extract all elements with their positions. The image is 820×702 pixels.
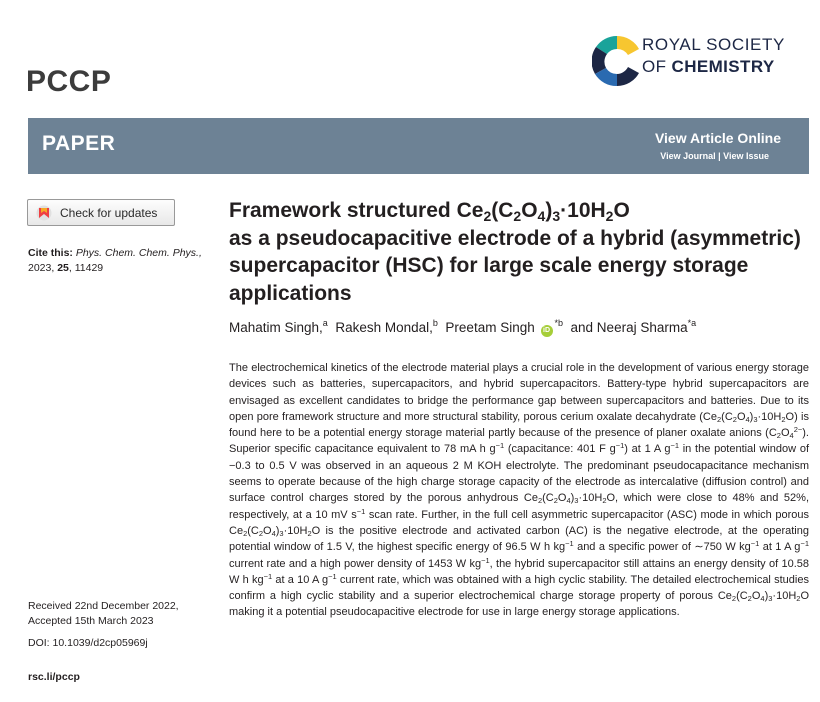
- title-formula-part: 4: [537, 208, 546, 224]
- journal-name: PCCP: [26, 65, 112, 98]
- author-list: [229, 320, 696, 337]
- view-article-online-link[interactable]: View Article Online: [654, 130, 781, 146]
- view-journal-link[interactable]: View Journal: [660, 151, 716, 161]
- received-dates: [28, 599, 228, 629]
- title-formula-part: (C: [491, 199, 514, 222]
- cite-year: 2023,: [28, 262, 55, 274]
- article-title: [229, 197, 809, 307]
- title-formula-part: ·10H: [560, 199, 606, 222]
- check-for-updates-button[interactable]: [27, 199, 175, 226]
- title-rest: as a pseudocapacitive electrode of a hybrid (asymmetric) supercapacitor (HSC) for large scale energy storage applications: [229, 226, 801, 305]
- author[interactable]: Rakesh Mondal,$^b$: [335, 318, 438, 335]
- cite-volume: 25: [57, 262, 69, 274]
- publisher-line1: ROYAL SOCIETY: [642, 35, 785, 54]
- cite-page: , 11429: [68, 262, 104, 274]
- doi[interactable]: DOI: 10.1039/d2cp05969j: [28, 637, 148, 649]
- article-type-banner: [28, 118, 809, 174]
- author[interactable]: Preetam Singh $iD^{*b}$: [445, 318, 564, 335]
- title-formula-part: O: [521, 199, 538, 222]
- title-formula-part: 2: [513, 208, 522, 224]
- title-formula-part: ): [545, 199, 553, 222]
- rsc-logo-icon: [592, 30, 642, 92]
- view-links: [660, 151, 769, 161]
- crossmark-icon: [36, 205, 52, 221]
- received-date: Received 22nd December 2022,: [28, 600, 179, 612]
- accepted-date: Accepted 15th March 2023: [28, 615, 154, 627]
- abstract-text: The electrochemical kinetics of the electrode material plays a crucial role in the development of various energy storage devices such as batteries, supercapacitors, and hybrid supercapacitors. Battery-type hybrid supercapacitors are envisaged as excellent candidates to bridge the performance gap between supercapacitors and batteries. Due to its open pore framework structure and more structural stability, porous cerium oxalate decahydrate $(Ce_2(C_2O_4)_3\cdot 10H_2O)$ is found here to be a potential energy storage material partly because of the presence of planer oxalate anions $(C_2O_4^{2-})$. Superior specific capacitance equivalent to 78 mA h $g^{-1}$ (capacitance: 401 F $g^{-1}$) at 1 A $g^{-1}$ in the potential window of −0.3 to 0.5 V was observed in an aqueous 2 M KOH electrolyte. The predominant pseudocapacitance mechanism seems to operate because of the high charge storage capacity of the electrode as intercalative (diffusion control) and surface control charges stored by the porous anhydrous $Ce_2(C_2O_4)_3\cdot 10H_2O$, which were close to 48% and 52%, respectively, at a 10 mV $s^{-1}$ scan rate. Further, in the full cell asymmetric supercapacitor (ASC) mode in which porous $Ce_2(C_2O_4)_3\cdot 10H_2O$ is the positive electrode and activated carbon (AC) is the negative electrode, at the operating potential window of 1.5 V, the highest specific energy of 96.5 W h $kg^{-1}$ and a specific power of ∼750 W $kg^{-1}$ at 1 A $g^{-1}$ current rate and a high power density of 1453 W $kg^{-1}$, the hybrid supercapacitor still attains an energy density of 10.58 W h $kg^{-1}$ at a 10 A $g^{-1}$ current rate, which was obtained with a high cyclic stability. The detailed electrochemical studies confirm a high cyclic stability and a superior electrochemical charge storage property of porous $Ce_2(C_2O_4)_3\cdot 10H_2O$ making it a potential pseudocapacitive electrode for use in large energy storage applications.: [229, 362, 810, 619]
- title-formula-part: 3: [552, 208, 561, 224]
- title-formula-part: O: [613, 199, 630, 222]
- title-formula-part: Ce: [456, 199, 484, 222]
- publisher-line2: OF CHEMISTRY: [642, 57, 775, 76]
- check-for-updates-label: Check for updates: [60, 205, 158, 220]
- publisher-logo[interactable]: [592, 30, 816, 92]
- title-formula: [457, 199, 630, 222]
- article-type-label: PAPER: [42, 132, 116, 155]
- author[interactable]: and Neeraj Sharma$^{*a}$: [570, 318, 697, 335]
- abstract: [229, 360, 809, 621]
- title-formula-part: 2: [605, 208, 614, 224]
- title-prefix: Framework structured: [229, 199, 457, 222]
- cite-label: Cite this:: [28, 247, 73, 259]
- journal-short-link[interactable]: rsc.li/pccp: [28, 671, 80, 683]
- orcid-icon[interactable]: iD: [541, 325, 553, 337]
- citation-block: [28, 246, 213, 276]
- link-separator: |: [715, 151, 724, 161]
- view-issue-link[interactable]: View Issue: [723, 151, 769, 161]
- title-formula-part: 2: [483, 208, 492, 224]
- cite-journal: Phys. Chem. Chem. Phys.,: [75, 247, 202, 259]
- author[interactable]: Mahatim Singh,$^a$: [229, 318, 328, 335]
